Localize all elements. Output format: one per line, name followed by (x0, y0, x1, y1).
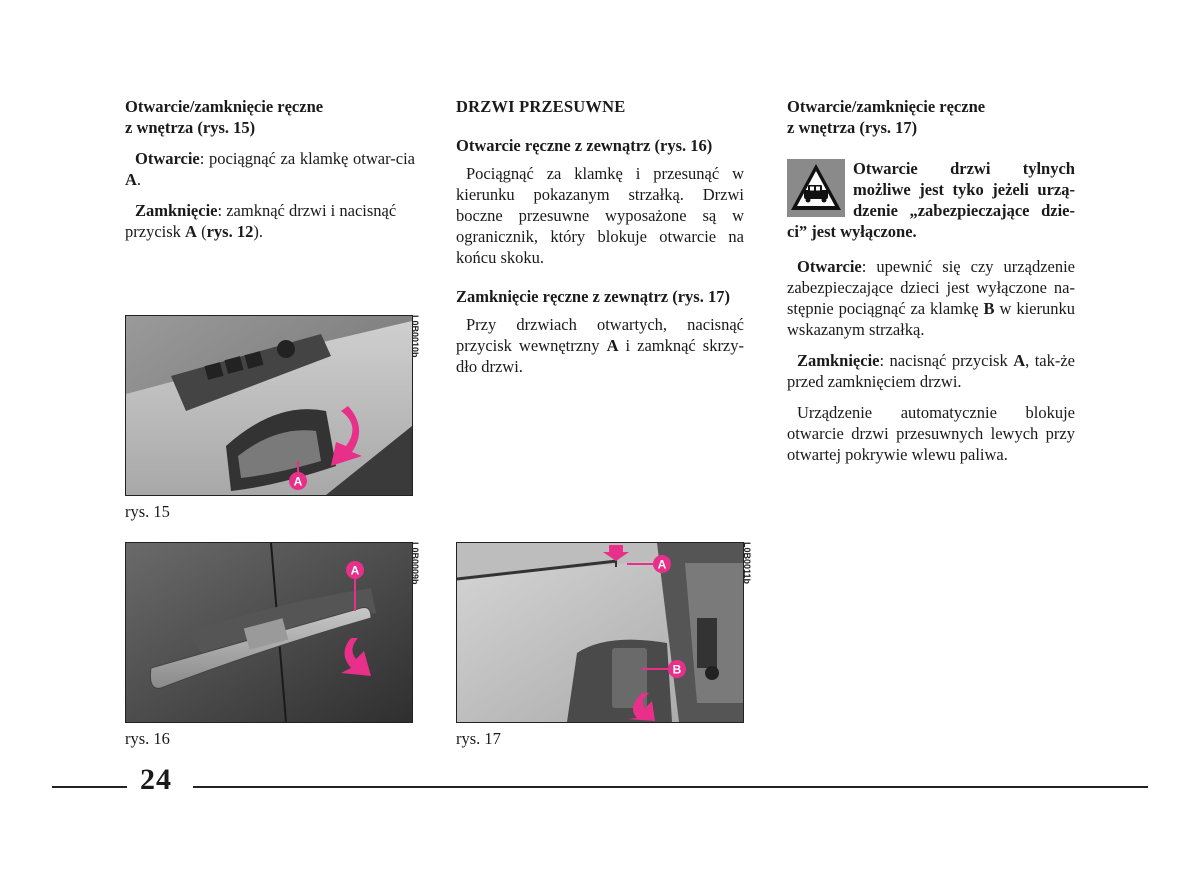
figure-17-sliding-door (456, 542, 744, 723)
paragraph-closing: Zamknięcie: zamknąć drzwi i nacisnąć przycisk A (rys. 12). (125, 201, 397, 241)
section-heading: Otwarcie/zamknięcie ręczne z wnętrza (rys. 15) (125, 97, 324, 137)
footer-rule-left (52, 786, 127, 788)
figure-caption: rys. 17 (456, 729, 501, 748)
paragraph-opening-outside: Pociągnąć za klamkę i przesunąć w kierunku pokazanym strzałką. Drzwi boczne przesuwne wyposażone są w ogranicznik, który blokuje otwarcie na końcu skoku. (456, 164, 744, 267)
paragraph-fuel-lock: Urządzenie automatycznie blokuje otwarcie drzwi przesuwnych lewych przy otwartej pokrywie wlewu paliwa. (787, 403, 1075, 464)
figure-caption: rys. 16 (125, 729, 170, 748)
child-lock-warning-icon (787, 159, 845, 217)
callout-a-label: A (293, 474, 303, 489)
figure-code: L0B0009b (410, 542, 420, 585)
warning-text: Otwarcie drzwi tylnych możliwe jest tyko jeżeli urzą- dzenie „zabezpieczające dzie- ci” jest wyłączone. (787, 159, 1075, 241)
figure-caption: rys. 15 (125, 502, 170, 521)
subsection-heading: Otwarcie ręczne z zewnątrz (rys. 16) (456, 136, 713, 155)
column-middle (456, 96, 744, 395)
paragraph-opening-inside: Otwarcie: upewnić się czy urządzenie zabezpieczające dzieci jest wyłączone na-stępnie pociągnąć za klamkę B w kierunku wskazanym strzałką. (787, 257, 1075, 339)
section-heading: Otwarcie/zamknięcie ręczne z wnętrza (rys. 17) (787, 97, 986, 137)
figure-16-exterior-handle (125, 542, 413, 723)
paragraph-opening: Otwarcie: pociągnąć za klamkę otwar-cia A. (125, 149, 415, 189)
column-right (787, 96, 1075, 475)
figure-code: L0B0011b (742, 542, 752, 585)
callout-a-label: A (657, 557, 667, 572)
footer-rule-right (193, 786, 1148, 788)
subsection-heading: Zamknięcie ręczne z zewnątrz (rys. 17) (456, 287, 730, 306)
section-heading: DRZWI PRZESUWNE (456, 97, 626, 116)
callout-a-label: A (350, 563, 360, 578)
warning-box (787, 158, 1075, 242)
page-number: 24 (140, 763, 172, 796)
figure-15-interior-handle (125, 315, 413, 496)
column-left (125, 96, 415, 252)
paragraph-closing-inside: Zamknięcie: nacisnąć przycisk A, tak-że przed zamknięciem drzwi. (787, 351, 1075, 391)
callout-b-label: B (672, 662, 682, 677)
paragraph-closing-outside: Przy drzwiach otwartych, nacisnąć przycisk wewnętrzny A i zamknąć skrzy-dło drzwi. (456, 315, 745, 376)
figure-code: L0B0010b (410, 315, 420, 358)
